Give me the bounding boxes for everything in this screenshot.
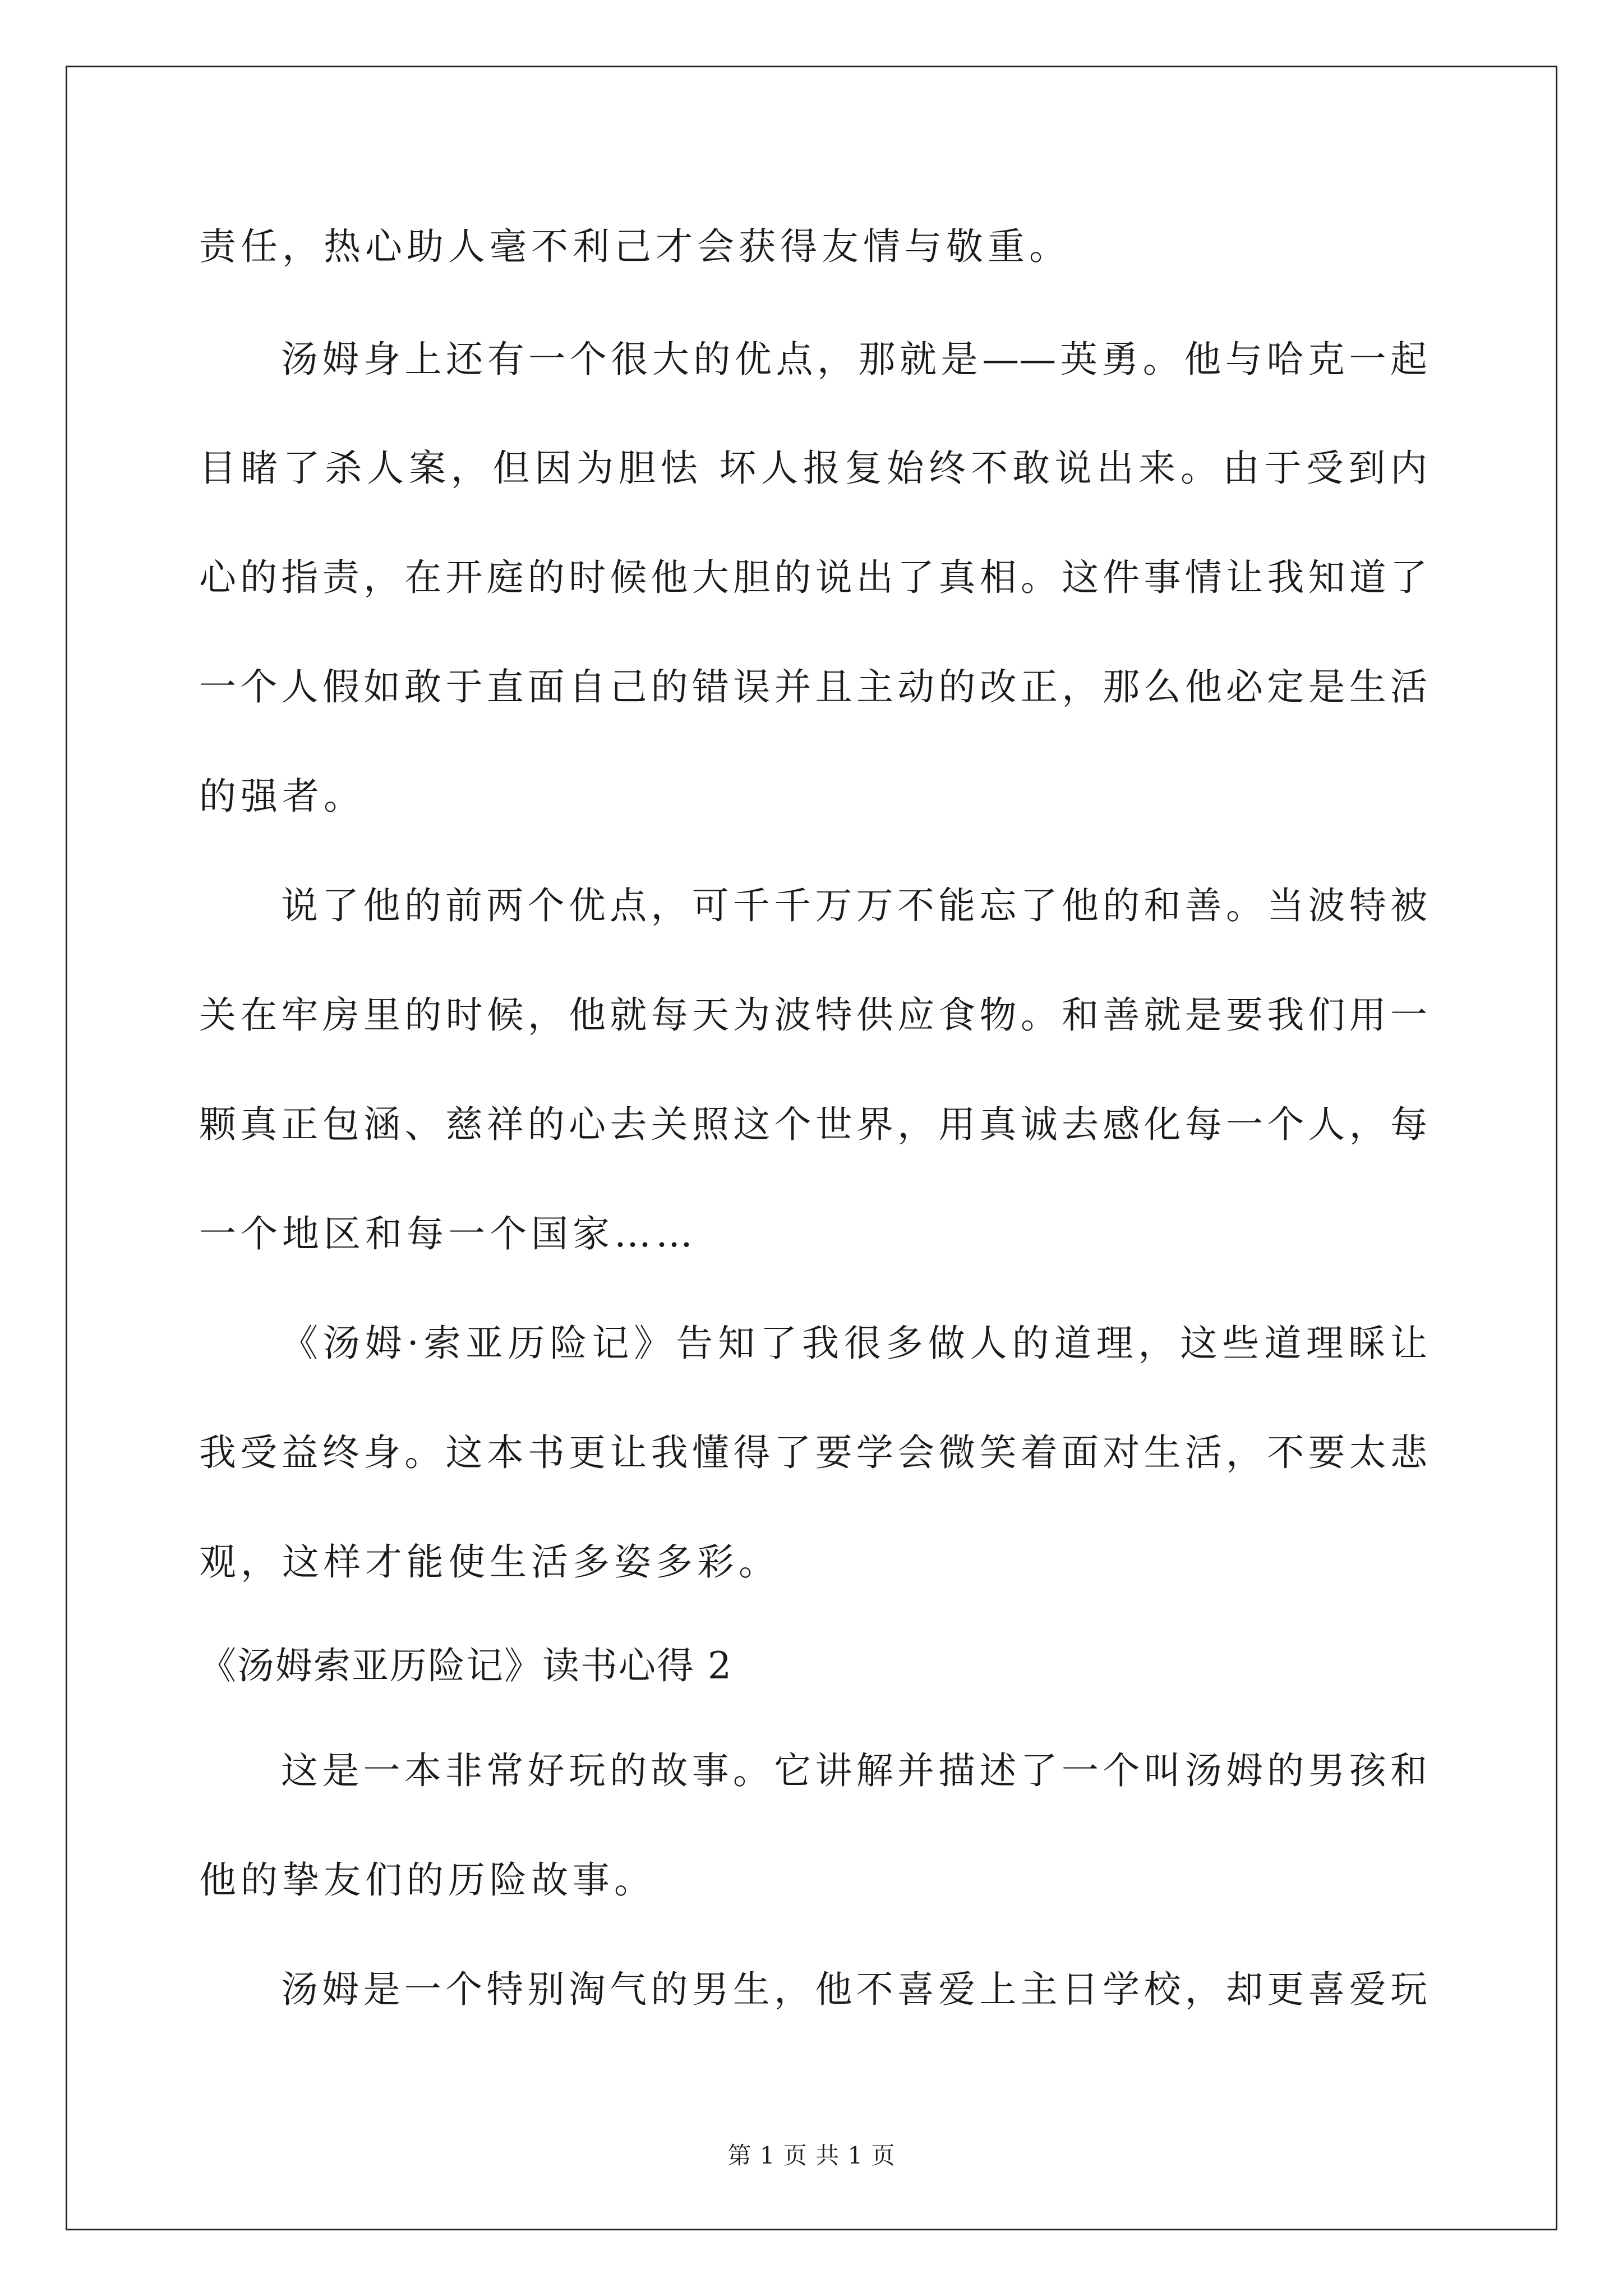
paragraph-first-line: 《汤姆·索亚历险记》告知了我很多做人的道理，这些道理睬让 bbox=[281, 1322, 1427, 1365]
text-line: 心的指责，在开庭的时候他大胆的说出了真相。这件事情让我知道了 bbox=[199, 556, 1427, 599]
text-line: 一个人假如敢于直面自己的错误并且主动的改正，那么他必定是生活 bbox=[199, 665, 1427, 708]
text-line: 我受益终身。这本书更让我懂得了要学会微笑着面对生活，不要太悲 bbox=[199, 1431, 1427, 1474]
text-line: 的强者。 bbox=[199, 775, 365, 818]
paragraph-first-line: 说了他的前两个优点，可千千万万不能忘了他的和善。当波特被 bbox=[281, 884, 1427, 927]
paragraph-first-line: 这是一本非常好玩的故事。它讲解并描述了一个叫汤姆的男孩和 bbox=[281, 1749, 1427, 1792]
paragraph-first-line: 汤姆是一个特别淘气的男生，他不喜爱上主日学校，却更喜爱玩 bbox=[281, 1968, 1427, 2011]
text-line: 关在牢房里的时候，他就每天为波特供应食物。和善就是要我们用一 bbox=[199, 993, 1427, 1037]
text-line: 他的挚友们的历险故事。 bbox=[199, 1858, 656, 1902]
text-line: 目睹了杀人案，但因为胆怯 坏人报复始终不敢说出来。由于受到内 bbox=[199, 447, 1427, 490]
text-line: 颗真正包涵、慈祥的心去关照这个世界，用真诚去感化每一个人，每 bbox=[199, 1103, 1427, 1146]
paragraph-first-line: 汤姆身上还有一个很大的优点，那就是——英勇。他与哈克一起 bbox=[281, 338, 1427, 381]
text-line: 观，这样才能使生活多姿多彩。 bbox=[199, 1540, 780, 1584]
section-heading: 《汤姆索亚历险记》读书心得 2 bbox=[199, 1644, 732, 1687]
text-line: 责任，热心助人毫不利己才会获得友情与敬重。 bbox=[199, 225, 1071, 268]
page-footer: 第 1 页 共 1 页 bbox=[727, 2142, 896, 2169]
text-line: 一个地区和每一个国家…… bbox=[199, 1212, 697, 1255]
